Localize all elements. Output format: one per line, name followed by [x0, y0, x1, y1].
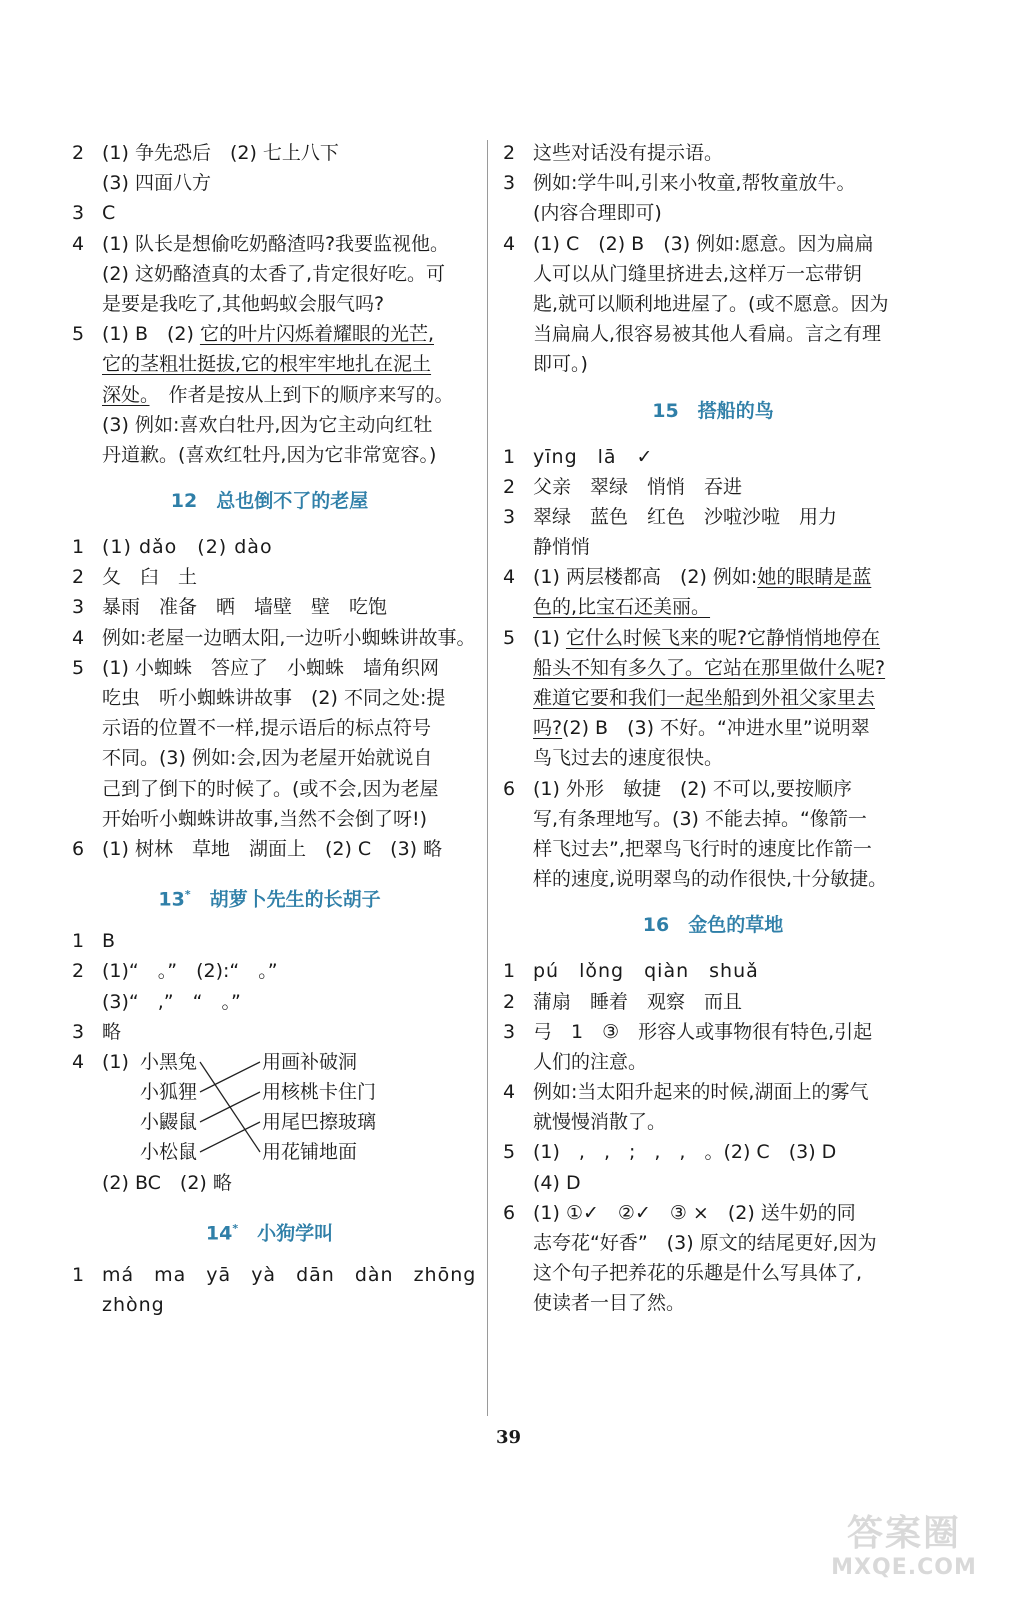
answer-text: 蒲扇 睡着 观察 而且: [533, 990, 743, 1013]
question-number: 5: [72, 656, 85, 679]
question-number: 2: [72, 142, 85, 164]
answer-line: [72, 349, 467, 379]
answer-text: (2) 这奶酪渣真的太香了,肯定很好吃。可: [102, 262, 445, 285]
question-number: 3: [72, 1020, 85, 1043]
answer-line: [503, 743, 923, 773]
answer-line: [503, 1017, 923, 1047]
question-number: 4: [503, 566, 516, 589]
answer-text: [533, 623, 880, 653]
answer-text: 匙,就可以顺利地进屋了。(或不愿意。因为: [533, 292, 889, 315]
question-number: 1: [503, 445, 516, 468]
answer-line: [72, 653, 467, 683]
matching-right-item: 用核桃卡住门: [262, 1080, 377, 1103]
answer-text: 使读者一目了然。: [533, 1292, 686, 1315]
question-number: 3: [503, 505, 516, 528]
answer-text: B: [102, 930, 116, 953]
answer-line: [503, 956, 923, 986]
answer-text: 是要是我吃了,其他蚂蚁会服气吗?: [102, 292, 385, 315]
answer-line: [503, 713, 923, 743]
section-number: 13: [158, 888, 185, 911]
matching-right-item: 用花铺地面: [262, 1140, 358, 1163]
answer-line: [503, 502, 923, 532]
answer-line: [503, 138, 923, 168]
answer-line: [72, 926, 467, 956]
answer-line: [72, 319, 467, 349]
answer-text-segment: 作者是按从上到下的顺序来写的。: [149, 383, 454, 406]
answer-text: 样的速度,说明翠鸟的动作很快,十分敏捷。: [533, 868, 888, 891]
match-line: [200, 1062, 260, 1092]
answer-line: [503, 1077, 923, 1107]
answer-line: [503, 1288, 923, 1318]
answer-line: [72, 956, 467, 986]
answer-text: (3) 四面八方: [102, 172, 211, 195]
section-name: 胡萝卜先生的长胡子: [190, 888, 381, 911]
answer-line: [503, 623, 923, 653]
answer-text: 不同。(3) 例如:会,因为老屋开始就说自: [102, 747, 433, 770]
question-number: 5: [72, 323, 85, 346]
answer-line: [503, 1047, 923, 1077]
question-number: 4: [72, 626, 85, 649]
match-line: [200, 1092, 260, 1122]
answer-line: [72, 259, 467, 289]
matching-right-item: 用尾巴擦玻璃: [262, 1110, 377, 1133]
question-number: 3: [72, 596, 85, 619]
question-number: 1: [72, 536, 85, 559]
left-column: [72, 138, 477, 1320]
answer-line: [503, 349, 923, 379]
section-name: 小狗学叫: [238, 1222, 334, 1245]
answer-line: [72, 1260, 477, 1290]
answer-line: [72, 1017, 467, 1047]
matching-right-item: 用画补破洞: [262, 1050, 358, 1073]
question-number: 3: [503, 1020, 516, 1043]
underlined-sentence: 船头不知有多久了。它站在那里做什么呢?: [533, 656, 886, 679]
answer-text: (3)“ ,” “ 。”: [102, 990, 241, 1013]
answer-text: (1) 队长是想偷吃奶酪渣吗?我要监视他。: [102, 232, 450, 255]
answer-text: [533, 562, 871, 592]
matching-left-item: 小松鼠: [140, 1140, 198, 1163]
answer-text: (1)“ 。” (2):“ 。”: [102, 960, 278, 983]
answer-text: [102, 319, 434, 349]
answer-text: (1) , , ; , , 。(2) C (3) D: [533, 1141, 837, 1164]
answer-line: [72, 410, 467, 440]
question-number: 4: [503, 1081, 516, 1104]
question-number: 2: [503, 990, 516, 1013]
answer-text: pú lǒng qiàn shuǎ: [533, 960, 759, 983]
answer-line: [72, 168, 467, 198]
answer-line: [503, 1168, 923, 1198]
answer-text: 写,有条理地写。(3) 不能去掉。“像箭一: [533, 807, 867, 830]
answer-text: 静悄悄: [533, 536, 591, 559]
answer-line: [72, 1290, 467, 1320]
answer-text: 暴雨 准备 晒 墙壁 壁 吃饱: [102, 596, 388, 619]
answer-line: [503, 289, 923, 319]
question-number: 6: [503, 777, 516, 800]
answer-text: [533, 713, 870, 743]
section-title: [72, 1198, 467, 1260]
question-number: 4: [72, 1050, 85, 1073]
question-number: 2: [503, 475, 516, 498]
underlined-sentence: 她的眼睛是蓝: [757, 566, 872, 589]
answer-text: (1) 树林 草地 湖面上 (2) C (3) 略: [102, 837, 443, 860]
underlined-sentence: 它的叶片闪烁着耀眼的光芒,: [199, 323, 434, 346]
matching-exercise: [72, 1047, 467, 1168]
section-title: 16 金色的草地: [642, 914, 784, 937]
answer-text: 样飞过去”,把翠鸟飞行时的速度比作箭一: [533, 837, 872, 860]
underlined-sentence: 深处。: [102, 383, 150, 406]
matching-left-item: 小黑兔: [140, 1050, 198, 1073]
answer-text: 己到了倒下的时候了。(或不会,因为老屋: [102, 777, 439, 800]
question-number: 4: [72, 232, 85, 255]
answer-text: (1) 小蜘蛛 答应了 小蜘蛛 墙角织网: [102, 656, 439, 679]
answer-line: [503, 592, 923, 622]
answer-text: 略: [102, 1020, 122, 1043]
answer-line: [72, 743, 467, 773]
answer-line: [503, 472, 923, 502]
answer-line: [503, 259, 923, 289]
answer-line: [503, 987, 923, 1017]
answer-text: C: [102, 202, 116, 225]
answer-line: [72, 987, 467, 1017]
answer-line: [72, 380, 467, 410]
answer-text: 吃虫 听小蜘蛛讲故事 (2) 不同之处:提: [102, 687, 446, 709]
answer-line: [503, 774, 923, 804]
answer-text: (1) 争先恐后 (2) 七上八下: [102, 142, 339, 164]
matching-left-item: 小鼹鼠: [140, 1110, 198, 1133]
matching-left-item: 小狐狸: [140, 1080, 198, 1103]
answer-line: [72, 1168, 467, 1198]
answer-line: [503, 319, 923, 349]
answer-text: (1) dǎo (2) dào: [102, 536, 273, 559]
answer-line: [72, 834, 467, 864]
answer-text: 例如:学牛叫,引来小牧童,帮牧童放牛。: [533, 172, 856, 195]
watermark-title: 答案圈: [846, 1513, 961, 1554]
question-number: 3: [72, 202, 85, 225]
underlined-sentence: 难道它要和我们一起坐船到外祖父家里去: [533, 687, 876, 709]
underlined-sentence: 吗?: [533, 717, 563, 740]
section-title: [72, 864, 467, 926]
answer-text: (3) 例如:喜欢白牡丹,因为它主动向红牡: [102, 413, 433, 436]
optional-mark: *: [184, 888, 191, 902]
answer-text: 人们的注意。: [533, 1050, 648, 1073]
underlined-sentence: 它的茎粗壮挺拔,它的根牢牢地扎在泥土: [102, 353, 432, 376]
answer-text: 弓 1 ③ 形容人或事物很有特色,引起: [533, 1020, 873, 1043]
answer-text: 人可以从门缝里挤进去,这样万一忘带钥: [533, 262, 863, 285]
answer-line: [72, 229, 467, 259]
answer-text: 丹道歉。(喜欢红牡丹,因为它非常宽容。): [102, 443, 437, 466]
question-number: 4: [503, 232, 516, 255]
match-line: [200, 1062, 260, 1152]
answer-text: 志夸花“好香” (3) 原文的结尾更好,因为: [533, 1232, 877, 1254]
answer-line: [503, 1137, 923, 1167]
question-number: 1: [72, 1264, 85, 1287]
section-title: 15 搭船的鸟: [652, 399, 774, 422]
match-line: [200, 1122, 260, 1152]
question-number: 2: [503, 142, 516, 164]
answer-line: [72, 289, 467, 319]
answer-text: 鸟飞过去的速度很快。: [533, 747, 724, 770]
answer-line: [503, 834, 923, 864]
answer-line: [72, 440, 467, 470]
answer-line: [72, 532, 467, 562]
answer-line: [503, 1198, 923, 1228]
answer-text-segment: (1) 两层楼都高 (2) 例如:: [533, 566, 758, 589]
question-number: 1: [72, 930, 85, 953]
answer-line: [503, 683, 923, 713]
answer-text-segment: (1) B (2): [102, 323, 200, 346]
page-number: 39: [495, 1427, 522, 1448]
answer-line: [503, 1228, 923, 1258]
answer-text: 示语的位置不一样,提示语后的标点符号: [102, 717, 432, 740]
underlined-sentence: 色的,比宝石还美丽。: [533, 596, 711, 619]
answer-line: [503, 168, 923, 198]
answer-line: [503, 532, 923, 562]
answer-line: [503, 653, 923, 683]
section-number: 14: [205, 1222, 233, 1245]
watermark-logo: [819, 1514, 989, 1586]
answer-text-segment: (1): [533, 626, 566, 649]
answer-text: (内容合理即可): [533, 202, 662, 225]
right-column: [503, 138, 923, 1319]
watermark-url: MXQE.COM: [831, 1555, 977, 1580]
question-number: 2: [72, 566, 85, 589]
answer-line: [72, 683, 467, 713]
answer-text: (1) C (2) B (3) 例如:愿意。因为扁扁: [533, 232, 874, 255]
answer-line: [72, 713, 467, 743]
answer-text: 开始听小蜘蛛讲故事,当然不会倒了呀!): [102, 807, 428, 830]
matching-label: (1): [102, 1050, 129, 1073]
answer-text: 例如:老屋一边晒太阳,一边听小蜘蛛讲故事。: [102, 626, 476, 649]
answer-line: [72, 804, 467, 834]
answer-text: 就慢慢消散了。: [533, 1111, 667, 1134]
answer-line: [503, 198, 923, 228]
answer-line: [72, 623, 476, 653]
answer-line: [72, 198, 467, 228]
question-number: 3: [503, 172, 516, 195]
answer-text: 夂 臼 土: [102, 566, 198, 589]
question-number: 2: [72, 960, 85, 983]
section-title: 12 总也倒不了的老屋: [170, 490, 369, 513]
answer-text: 例如:当太阳升起来的时候,湖面上的雾气: [533, 1081, 869, 1104]
question-number: 1: [503, 960, 516, 983]
answer-line: [503, 804, 923, 834]
column-divider: [487, 140, 488, 1416]
answer-text: (1) 外形 敏捷 (2) 不可以,要按顺序: [533, 777, 852, 800]
question-number: 6: [72, 837, 85, 860]
answer-text: [102, 380, 454, 410]
answer-text: 即可。): [533, 353, 588, 376]
answer-text: 当扁扁人,很容易被其他人看扁。言之有理: [533, 323, 882, 346]
answer-line: [503, 1107, 923, 1137]
answer-line: [72, 562, 467, 592]
answer-text: zhòng: [102, 1294, 165, 1317]
answer-text: 父亲 翠绿 悄悄 吞进: [533, 475, 743, 498]
answer-text: (4) D: [533, 1171, 581, 1194]
answer-line: [503, 442, 923, 472]
answer-line: [503, 229, 923, 259]
answer-text: 这个句子把养花的乐趣是什么写具体了,: [533, 1262, 863, 1285]
question-number: 5: [503, 1141, 516, 1164]
answer-line: [503, 1258, 923, 1288]
question-number: 6: [503, 1201, 516, 1224]
underlined-sentence: 它什么时候飞来的呢?它静悄悄地停在: [565, 626, 881, 649]
question-number: 5: [503, 626, 516, 649]
answer-text: (1) ①✓ ②✓ ③ × (2) 送牛奶的同: [533, 1201, 856, 1224]
optional-mark: *: [232, 1222, 239, 1236]
answer-text: 这些对话没有提示语。: [533, 142, 724, 164]
answer-text: (2) BC (2) 略: [102, 1171, 232, 1194]
answer-text: 翠绿 蓝色 红色 沙啦沙啦 用力: [533, 505, 838, 528]
answer-text: má ma yā yà dān dàn zhōng: [102, 1264, 477, 1287]
answer-line: [72, 138, 467, 168]
answer-line: [72, 592, 467, 622]
answer-line: [72, 774, 467, 804]
answer-line: [503, 864, 923, 894]
answer-line: [503, 562, 923, 592]
answer-text: yīng lā ✓: [533, 445, 654, 468]
answer-text-segment: (2) B (3) 不好。“冲进水里”说明翠: [562, 717, 870, 740]
